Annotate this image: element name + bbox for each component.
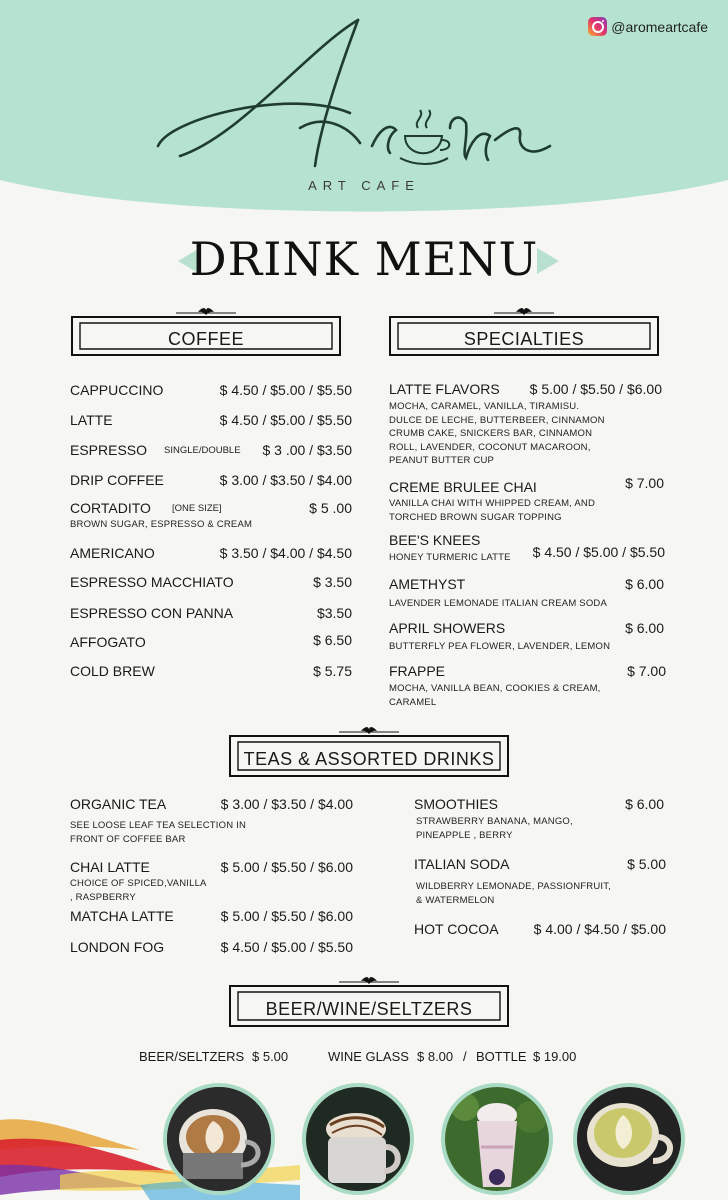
coffee-item-name: AFFOGATO [70,634,146,650]
specialty-item-price: $ 5.00 / $5.50 / $6.00 [529,381,662,397]
logo-subtitle: ART CAFE [308,178,420,193]
coffee-item-name: COLD BREW [70,663,155,679]
specialty-item-desc: VANILLA CHAI WITH WHIPPED CREAM, AND TORCHED BROWN SUGAR TOPPING [389,498,596,523]
tea-item-name: SMOOTHIES [414,796,499,812]
tea-item-price: $ 6.00 [625,796,664,812]
coffee-item-price: $ 4.50 / $5.00 / $5.50 [219,412,352,428]
title-right-arrow-icon [537,248,559,274]
coffee-item-name: ESPRESSO [70,442,148,458]
instagram-handle[interactable] [588,17,708,36]
specialty-item-price: $ 7.00 [625,475,664,491]
arome-logo [150,18,580,178]
wine-label: WINE GLASS [328,1049,409,1064]
seltzers-price: $ 5.00 [252,1049,289,1064]
coffee-item-desc: BROWN SUGAR, ESPRESSO & CREAM [70,519,253,530]
coffee-item-name: CAPPUCCINO [70,382,164,398]
page-title: DRINK MENU [189,232,539,286]
coffee-item-name: DRIP COFFEE [70,472,164,488]
specialty-item-desc: LAVENDER LEMONADE ITALIAN CREAM SODA [389,598,608,609]
tea-item-price: $ 4.00 / $4.50 / $5.00 [533,921,666,937]
beer-separator: / [463,1049,467,1064]
tea-item-name: LONDON FOG [70,939,165,955]
tea-item-desc: WILDBERRY LEMONADE, PASSIONFRUIT, & WATERMELON [416,881,612,906]
tea-item-price: $ 4.50 / $5.00 / $5.50 [220,939,353,955]
specialty-item-desc: MOCHA, CARAMEL, VANILLA, TIRAMISU. DULCE DE LECHE, BUTTERBEER, CINNAMON CRUMB CAKE, SNICKERS BAR, CINNAMON ROLL, LAVENDER, COCONUT MACAROON, PEANUT BUTTER CUP [389,401,605,466]
coffee-item-name: AMERICANO [70,545,155,561]
tea-item-price: $ 3.00 / $3.50 / $4.00 [220,796,353,812]
tea-item-price: $ 5.00 / $5.50 / $6.00 [220,859,353,875]
coffee-item-name: ESPRESSO CON PANNA [70,605,234,621]
specialty-item-name: FRAPPE [389,663,446,679]
wine-price: $ 8.00 [417,1049,454,1064]
coffee-section-title: COFFEE [167,329,244,349]
seltzers-label: BEER/SELTZERS [139,1049,245,1064]
specialty-item-name: BEE'S KNEES [389,532,481,548]
tea-item-name: HOT COCOA [414,921,499,937]
beer-section-title: BEER/WINE/SELTZERS [265,999,473,1019]
specialty-item-name: APRIL SHOWERS [389,620,506,636]
instagram-text: @aromeartcafe [611,18,708,35]
teas-section-title: TEAS & ASSORTED DRINKS [243,749,495,769]
coffee-item-price: $ 3 .00 / $3.50 [262,442,352,458]
specialty-item-desc: HONEY TURMERIC LATTE [389,552,511,563]
bottle-price: $ 19.00 [533,1049,577,1064]
coffee-item-name: ESPRESSO MACCHIATO [70,574,234,590]
specialty-item-price: $ 7.00 [627,663,666,679]
specialty-item-name: AMETHYST [389,576,466,592]
coffee-item-price: $ 5.75 [313,663,352,679]
specialty-item-price: $ 4.50 / $5.00 / $5.50 [532,544,665,560]
instagram-icon [588,17,607,36]
photo-matcha-latte [573,1083,685,1195]
photo-latte-art-cup [163,1083,275,1195]
tea-item-name: ITALIAN SODA [414,856,510,872]
coffee-item-name: LATTE [70,412,113,428]
tea-item-price: $ 5.00 [627,856,666,872]
specialty-item-desc: MOCHA, VANILLA BEAN, COOKIES & CREAM, CARAMEL [389,683,601,708]
coffee-item-price: $ 6.50 [313,632,352,648]
tea-item-desc: SEE LOOSE LEAF TEA SELECTION IN FRONT OF COFFEE BAR [70,820,247,845]
photo-iced-frappe [441,1083,553,1195]
coffee-item-price: $ 4.50 / $5.00 / $5.50 [219,382,352,398]
coffee-item-price: $ 5 .00 [309,500,352,516]
coffee-item-price: $ 3.50 / $4.00 / $4.50 [219,545,352,561]
coffee-item-price: $ 3.00 / $3.50 / $4.00 [219,472,352,488]
specialty-item-desc: BUTTERFLY PEA FLOWER, LAVENDER, LEMON [389,641,611,652]
coffee-item-note: [ONE SIZE] [172,503,222,514]
coffee-item-price: $3.50 [316,605,352,621]
coffee-item-note: SINGLE/DOUBLE [164,445,241,456]
specialty-item-name: LATTE FLAVORS [389,381,500,397]
tea-item-name: CHAI LATTE [70,859,150,875]
tea-item-desc: CHOICE OF SPICED,VANILLA , RASPBERRY [70,878,207,903]
specialty-item-name: CREME BRULEE CHAI [389,479,537,495]
photo-mocha-whipped-cream [302,1083,414,1195]
specialty-item-price: $ 6.00 [625,576,664,592]
coffee-item-name: CORTADITO [70,500,151,516]
specialties-section-header [384,303,664,361]
tea-item-name: MATCHA LATTE [70,908,174,924]
coffee-item-price: $ 3.50 [313,574,352,590]
beer-section-header [226,972,512,1030]
tea-item-name: ORGANIC TEA [70,796,167,812]
specialty-item-price: $ 6.00 [625,620,664,636]
coffee-section-header [66,303,346,361]
tea-item-desc: STRAWBERRY BANANA, MANGO, PINEAPPLE , BERRY [416,816,573,841]
bottle-label: BOTTLE [476,1049,527,1064]
specialties-section-title: SPECIALTIES [463,329,585,349]
tea-item-price: $ 5.00 / $5.50 / $6.00 [220,908,353,924]
teas-section-header [226,722,512,780]
